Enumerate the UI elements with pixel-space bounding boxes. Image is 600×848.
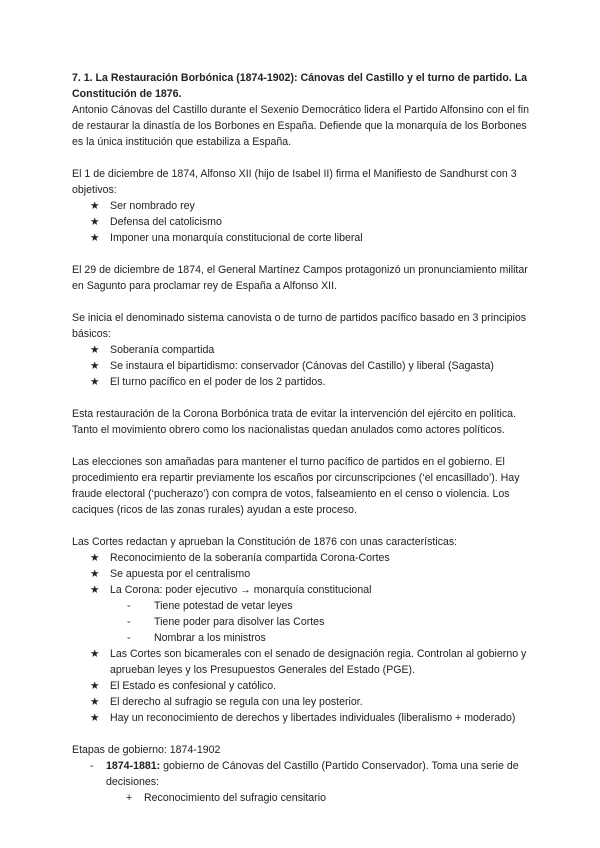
ejercito-paragraph: Esta restauración de la Corona Borbónica trata de evitar la intervención del ejército en política. Tanto el movimiento obrero como los nacionalistas quedan anulados como actores políticos. xyxy=(72,408,517,436)
stage1-decisions-list xyxy=(72,790,534,806)
list-item: ★ El derecho al sufragio se regula con una ley posterior. xyxy=(90,696,363,708)
list-item: ★ Imponer una monarquía constitucional de corte liberal xyxy=(90,232,363,244)
sistema-list xyxy=(72,342,534,390)
star-icon: ★ xyxy=(90,200,100,212)
list-item xyxy=(72,758,534,790)
list-item: - Tiene poder para disolver las Cortes xyxy=(127,616,325,628)
list-item: ★ Ser nombrado rey xyxy=(90,200,195,212)
dash-marker: - xyxy=(127,616,131,628)
dash-marker: - xyxy=(127,600,131,612)
etapas-heading: Etapas de gobierno: 1874-1902 xyxy=(72,744,221,756)
star-icon: ★ xyxy=(90,232,100,244)
star-icon: ★ xyxy=(90,552,100,564)
star-icon: ★ xyxy=(90,216,100,228)
list-item: ★ El turno pacífico en el poder de los 2 partidos. xyxy=(90,376,326,388)
list-item: ★ El Estado es confesional y católico. xyxy=(90,680,277,692)
corona-sublist xyxy=(72,598,534,646)
star-icon: ★ xyxy=(90,680,100,692)
list-item: ★ Hay un reconocimiento de derechos y libertades individuales (liberalismo + moderado) xyxy=(90,712,516,724)
document-page xyxy=(72,70,534,806)
star-icon: ★ xyxy=(90,648,100,660)
plus-marker: + xyxy=(126,792,133,804)
stage-dates: 1874-1881: xyxy=(106,760,161,772)
constitucion-paragraph: Las Cortes redactan y aprueban la Constitución de 1876 con unas características: xyxy=(72,536,458,548)
list-item: + Reconocimiento del sufragio censitario xyxy=(126,792,326,804)
constitucion-list-continued xyxy=(72,646,534,726)
star-icon: ★ xyxy=(90,360,100,372)
pronunciamiento-paragraph: El 29 de diciembre de 1874, el General Martínez Campos protagonizó un pronunciamiento militar en Sagunto para proclamar rey de España a Alfonso XII. xyxy=(72,264,528,292)
stage-description: gobierno de Cánovas del Castillo (Partido Conservador). Toma una serie de decisiones: xyxy=(106,760,519,788)
list-item: ★ Las Cortes son bicamerales con el senado de designación regia. Controlan al gobierno y aprueban leyes y los Presupuestos Generales del Estado (PGE). xyxy=(90,648,527,676)
section-heading: 7. 1. La Restauración Borbónica (1874-1902): Cánovas del Castillo y el turno de partido. La Constitución de 1876. xyxy=(72,72,528,100)
etapas-list xyxy=(72,758,534,790)
manifiesto-list xyxy=(72,198,534,246)
list-item: ★ Reconocimiento de la soberanía compartida Corona-Cortes xyxy=(90,552,390,564)
constitucion-list xyxy=(72,550,534,598)
list-item: - Tiene potestad de vetar leyes xyxy=(127,600,293,612)
list-item: ★ Defensa del catolicismo xyxy=(90,216,222,228)
dash-marker: - xyxy=(127,632,131,644)
dash-marker: - xyxy=(90,760,94,772)
star-icon: ★ xyxy=(90,712,100,724)
star-icon: ★ xyxy=(90,584,100,596)
star-icon: ★ xyxy=(90,344,100,356)
elecciones-paragraph: Las elecciones son amañadas para mantener el turno pacífico de partidos en el gobierno. El procedimiento era repartir previamente los escaños por circunscripciones (‘el encasillado’). Hay fraude electoral (‘pucherazo’) con compra de votos, falseamiento en el censo o violencia. Los caciques (ricos de las zonas rurales) ayudan a este proceso. xyxy=(72,456,520,516)
intro-paragraph: Antonio Cánovas del Castillo durante el Sexenio Democrático lidera el Partido Alfonsino con el fin de restaurar la dinastía de los Borbones en España. Defiende que la monarquía de los Borbones es la única institución que estabiliza a España. xyxy=(72,104,529,148)
list-item: ★ Soberanía compartida xyxy=(90,344,215,356)
star-icon: ★ xyxy=(90,568,100,580)
star-icon: ★ xyxy=(90,696,100,708)
star-icon: ★ xyxy=(90,376,100,388)
list-item: ★ Se apuesta por el centralismo xyxy=(90,568,251,580)
list-item: - Nombrar a los ministros xyxy=(127,632,266,644)
sistema-paragraph: Se inicia el denominado sistema canovista o de turno de partidos pacífico basado en 3 principios básicos: xyxy=(72,312,527,340)
list-item: ★ La Corona: poder ejecutivo → monarquía constitucional xyxy=(90,584,372,596)
list-item: ★ Se instaura el bipartidismo: conservador (Cánovas del Castillo) y liberal (Sagasta) xyxy=(90,360,494,372)
manifiesto-paragraph: El 1 de diciembre de 1874, Alfonso XII (hijo de Isabel II) firma el Manifiesto de Sandhurst con 3 objetivos: xyxy=(72,168,517,196)
